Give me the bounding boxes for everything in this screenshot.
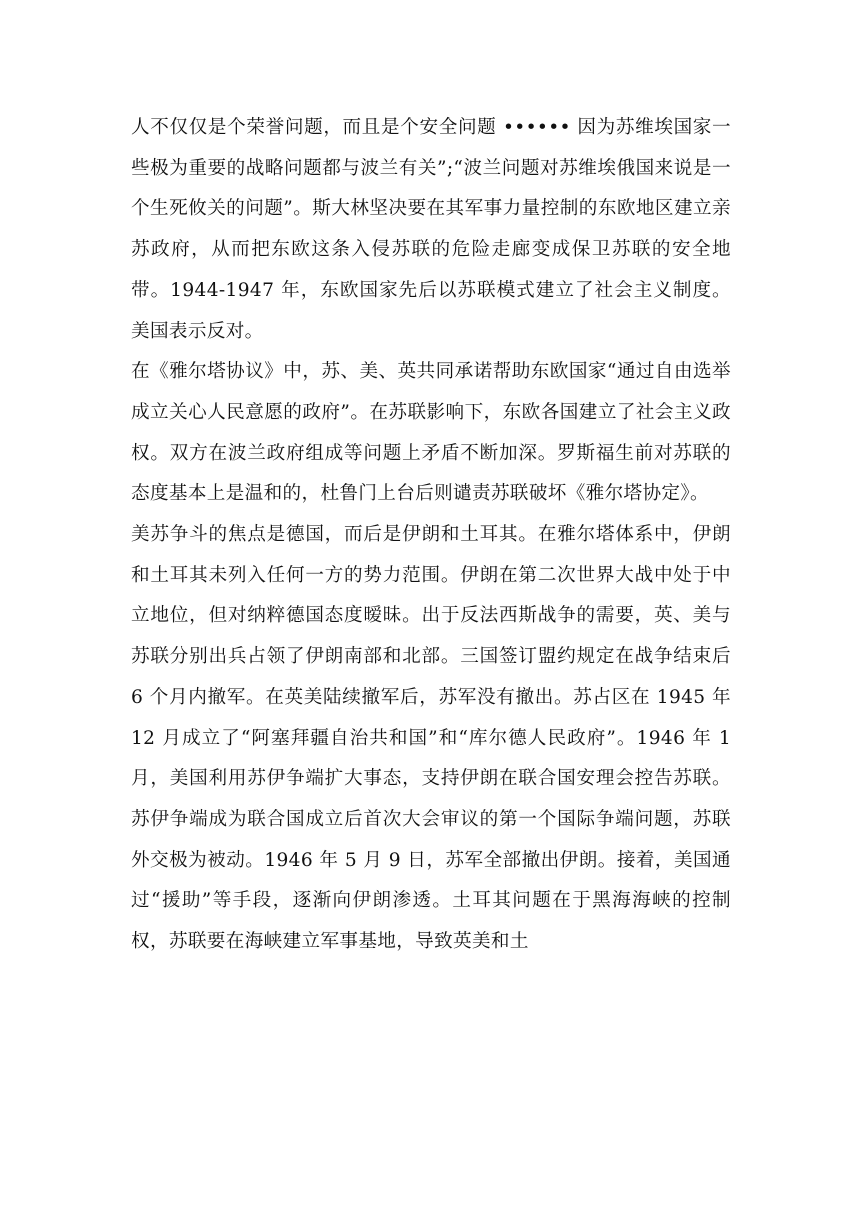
paragraph-2: 在《雅尔塔协议》中，苏、美、英共同承诺帮助东欧国家“通过自由选举成立关心人民意愿的政府”。在苏联影响下，东欧各国建立了社会主义政权。双方在波兰政府组成等问题上矛盾不断加深。罗斯福生前对苏联的态度基本上是温和的，杜鲁门上台后则谴责苏联破坏《雅尔塔协定》。 <box>131 361 731 505</box>
document-body <box>131 108 731 963</box>
paragraph-3: 美苏争斗的焦点是德国，而后是伊朗和土耳其。在雅尔塔体系中，伊朗和土耳其未列入任何一方的势力范围。伊朗在第二次世界大战中处于中立地位，但对纳粹德国态度暧昧。出于反法西斯战争的需要，英、美与苏联分别出兵占领了伊朗南部和北部。三国签订盟约规定在战争结束后 6 个月内撤军。在英美陆续撤军后，苏军没有撤出。苏占区在 1945 年 12 月成立了“阿塞拜疆自治共和国”和“库尔德人民政府”。1946 年 1 月，美国利用苏伊争端扩大事态，支持伊朗在联合国安理会控告苏联。苏伊争端成为联合国成立后首次大会审议的第一个国际争端问题，苏联外交极为被动。1946 年 5 月 9 日，苏军全部撤出伊朗。接着，美国通过“援助”等手段，逐渐向伊朗渗透。土耳其问题在于黑海海峡的控制权，苏联要在海峡建立军事基地，导致英美和土 <box>131 524 731 953</box>
paragraph-1: 人不仅仅是个荣誉问题，而且是个安全问题 •••••• 因为苏维埃国家一些极为重要的战略问题都与波兰有关”;“波兰问题对苏维埃俄国来说是一个生死攸关的问题”。斯大林坚决要在其军事力量控制的东欧地区建立亲苏政府，从而把东欧这条入侵苏联的危险走廊变成保卫苏联的安全地带。1944-1947 年，东欧国家先后以苏联模式建立了社会主义制度。美国表示反对。 <box>131 117 731 342</box>
